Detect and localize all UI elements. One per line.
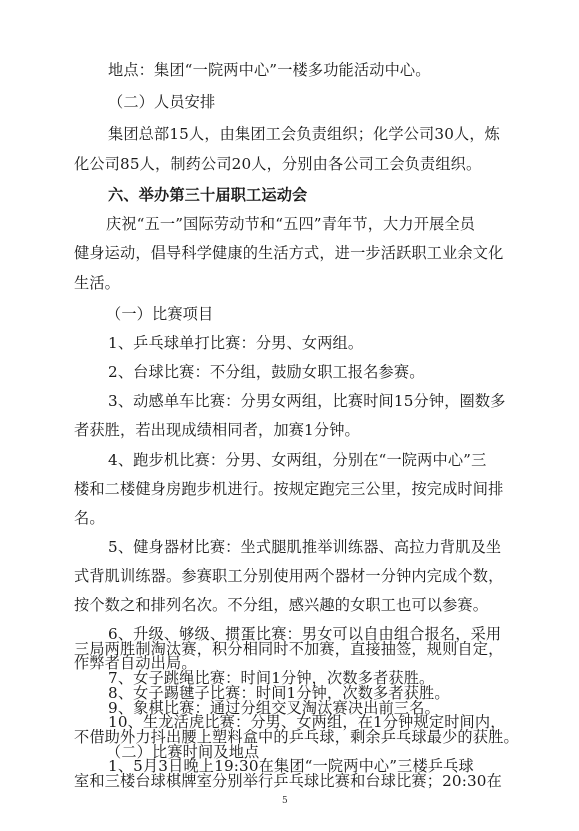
text-line: 1、5月3日晚上19:30在集团“一院两中心”三楼乒乓球 [108, 757, 474, 775]
text-line: 5、健身器材比赛：坐式腿肌推举训练器、高拉力背肌及坐 [108, 538, 502, 556]
subsection-heading: （二）比赛时间及地点 [106, 743, 260, 761]
text-line: 6、升级、够级、掼蛋比赛：男女可以自由组合报名，采用 [108, 625, 502, 643]
text-line: 按个数之和排列名次。不分组，感兴趣的女职工也可以参赛。 [74, 596, 489, 614]
text-line: 9、象棋比赛：通过分组交叉淘汰赛决出前三名。 [108, 699, 440, 717]
text-line: 健身运动，倡导科学健康的生活方式，进一步活跃职工业余文化 [74, 244, 504, 262]
text-line: 化公司85人，制药公司20人，分别由各公司工会负责组织。 [74, 155, 482, 173]
text-line: 名。 [74, 509, 105, 527]
text-line: 3、动感单车比赛：分男女两组，比赛时间15分钟，圈数多 [108, 392, 506, 410]
text-line: 集团总部15人，由集团工会负责组织；化学公司30人，炼 [108, 125, 501, 143]
text-line: 室和三楼台球棋牌室分别举行乒乓球比赛和台球比赛；20:30在 [74, 772, 502, 790]
text-line: 不借助外力抖出腰上塑料盒中的乒乓球，剩余乒乓球最少的获胜。 [74, 728, 519, 746]
text-line: 4、跑步机比赛：分男、女两组，分别在“一院两中心”三 [108, 451, 487, 469]
text-line: 8、女子踢毽子比赛：时间1分钟，次数多者获胜。 [108, 684, 450, 702]
text-line: 式背肌训练器。参赛职工分别使用两个器材一分钟内完成个数， [74, 567, 504, 585]
text-line: 10、生龙活虎比赛：分男、女两组，在1分钟规定时间内， [108, 713, 506, 731]
subsection-heading: （一）比赛项目 [106, 305, 214, 323]
section-heading: 六、举办第三十届职工运动会 [108, 186, 308, 204]
text-line: 三局两胜制淘汰赛，积分相同时不加赛，直接抽签，规则自定， [74, 640, 504, 658]
text-line: 2、台球比赛：不分组，鼓励女职工报名参赛。 [108, 363, 425, 381]
text-line: 庆祝“五一”国际劳动节和“五四”青年节，大力开展全员 [106, 215, 476, 233]
text-line: 地点：集团“一院两中心”一楼多功能活动中心。 [108, 61, 431, 79]
text-line: 生活。 [74, 274, 121, 292]
text-line: 者获胜，若出现成绩相同者，加赛1分钟。 [74, 421, 360, 439]
text-line: 1、乒乓球单打比赛：分男、女两组。 [108, 334, 364, 352]
text-line: 7、女子跳绳比赛：时间1分钟，次数多者获胜。 [108, 669, 435, 687]
text-line: （二）人员安排 [108, 93, 216, 111]
page-number: 5 [282, 796, 288, 806]
text-line: 楼和二楼健身房跑步机进行。按规定跑完三公里，按完成时间排 [74, 480, 504, 498]
text-line: 作弊者自动出局。 [74, 654, 197, 672]
